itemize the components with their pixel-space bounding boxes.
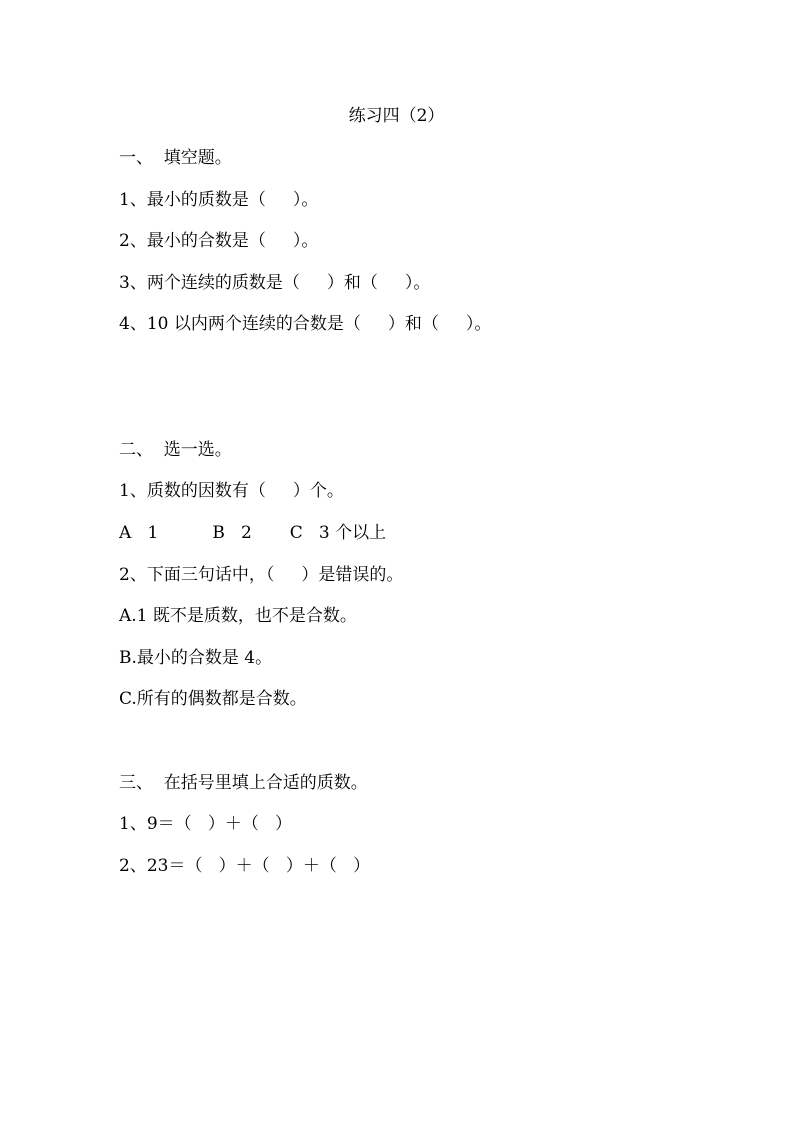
page-title: 练习四（2） (348, 106, 445, 126)
question-1-3: 3、两个连续的质数是（ ）和（ ）。 (119, 273, 431, 293)
question-3-2: 2、23＝（ ）＋（ ）＋（ ） (119, 856, 371, 876)
option-a: A.1 既不是质数，也不是合数。 (119, 606, 357, 626)
section-heading-fill-blank: 一、 填空题。 (119, 148, 232, 168)
option-c: C.所有的偶数都是合数。 (119, 689, 307, 709)
question-3-1: 1、9＝（ ）＋（ ） (119, 814, 293, 834)
question-1-4: 4、10 以内两个连续的合数是（ ）和（ ）。 (119, 314, 492, 334)
question-2-1: 1、质数的因数有（ ）个。 (119, 481, 344, 501)
question-2-2: 2、下面三句话中，（ ）是错误的。 (119, 565, 404, 585)
section-heading-primes: 三、 在括号里填上合适的质数。 (119, 773, 368, 793)
option-b: B.最小的合数是 4。 (119, 648, 273, 668)
question-1-1: 1、最小的质数是（ ）。 (119, 190, 319, 210)
question-1-2: 2、最小的合数是（ ）。 (119, 231, 319, 251)
section-heading-choose: 二、 选一选。 (119, 440, 232, 460)
question-2-1-options: A 1 B 2 C 3 个以上 (119, 523, 387, 543)
